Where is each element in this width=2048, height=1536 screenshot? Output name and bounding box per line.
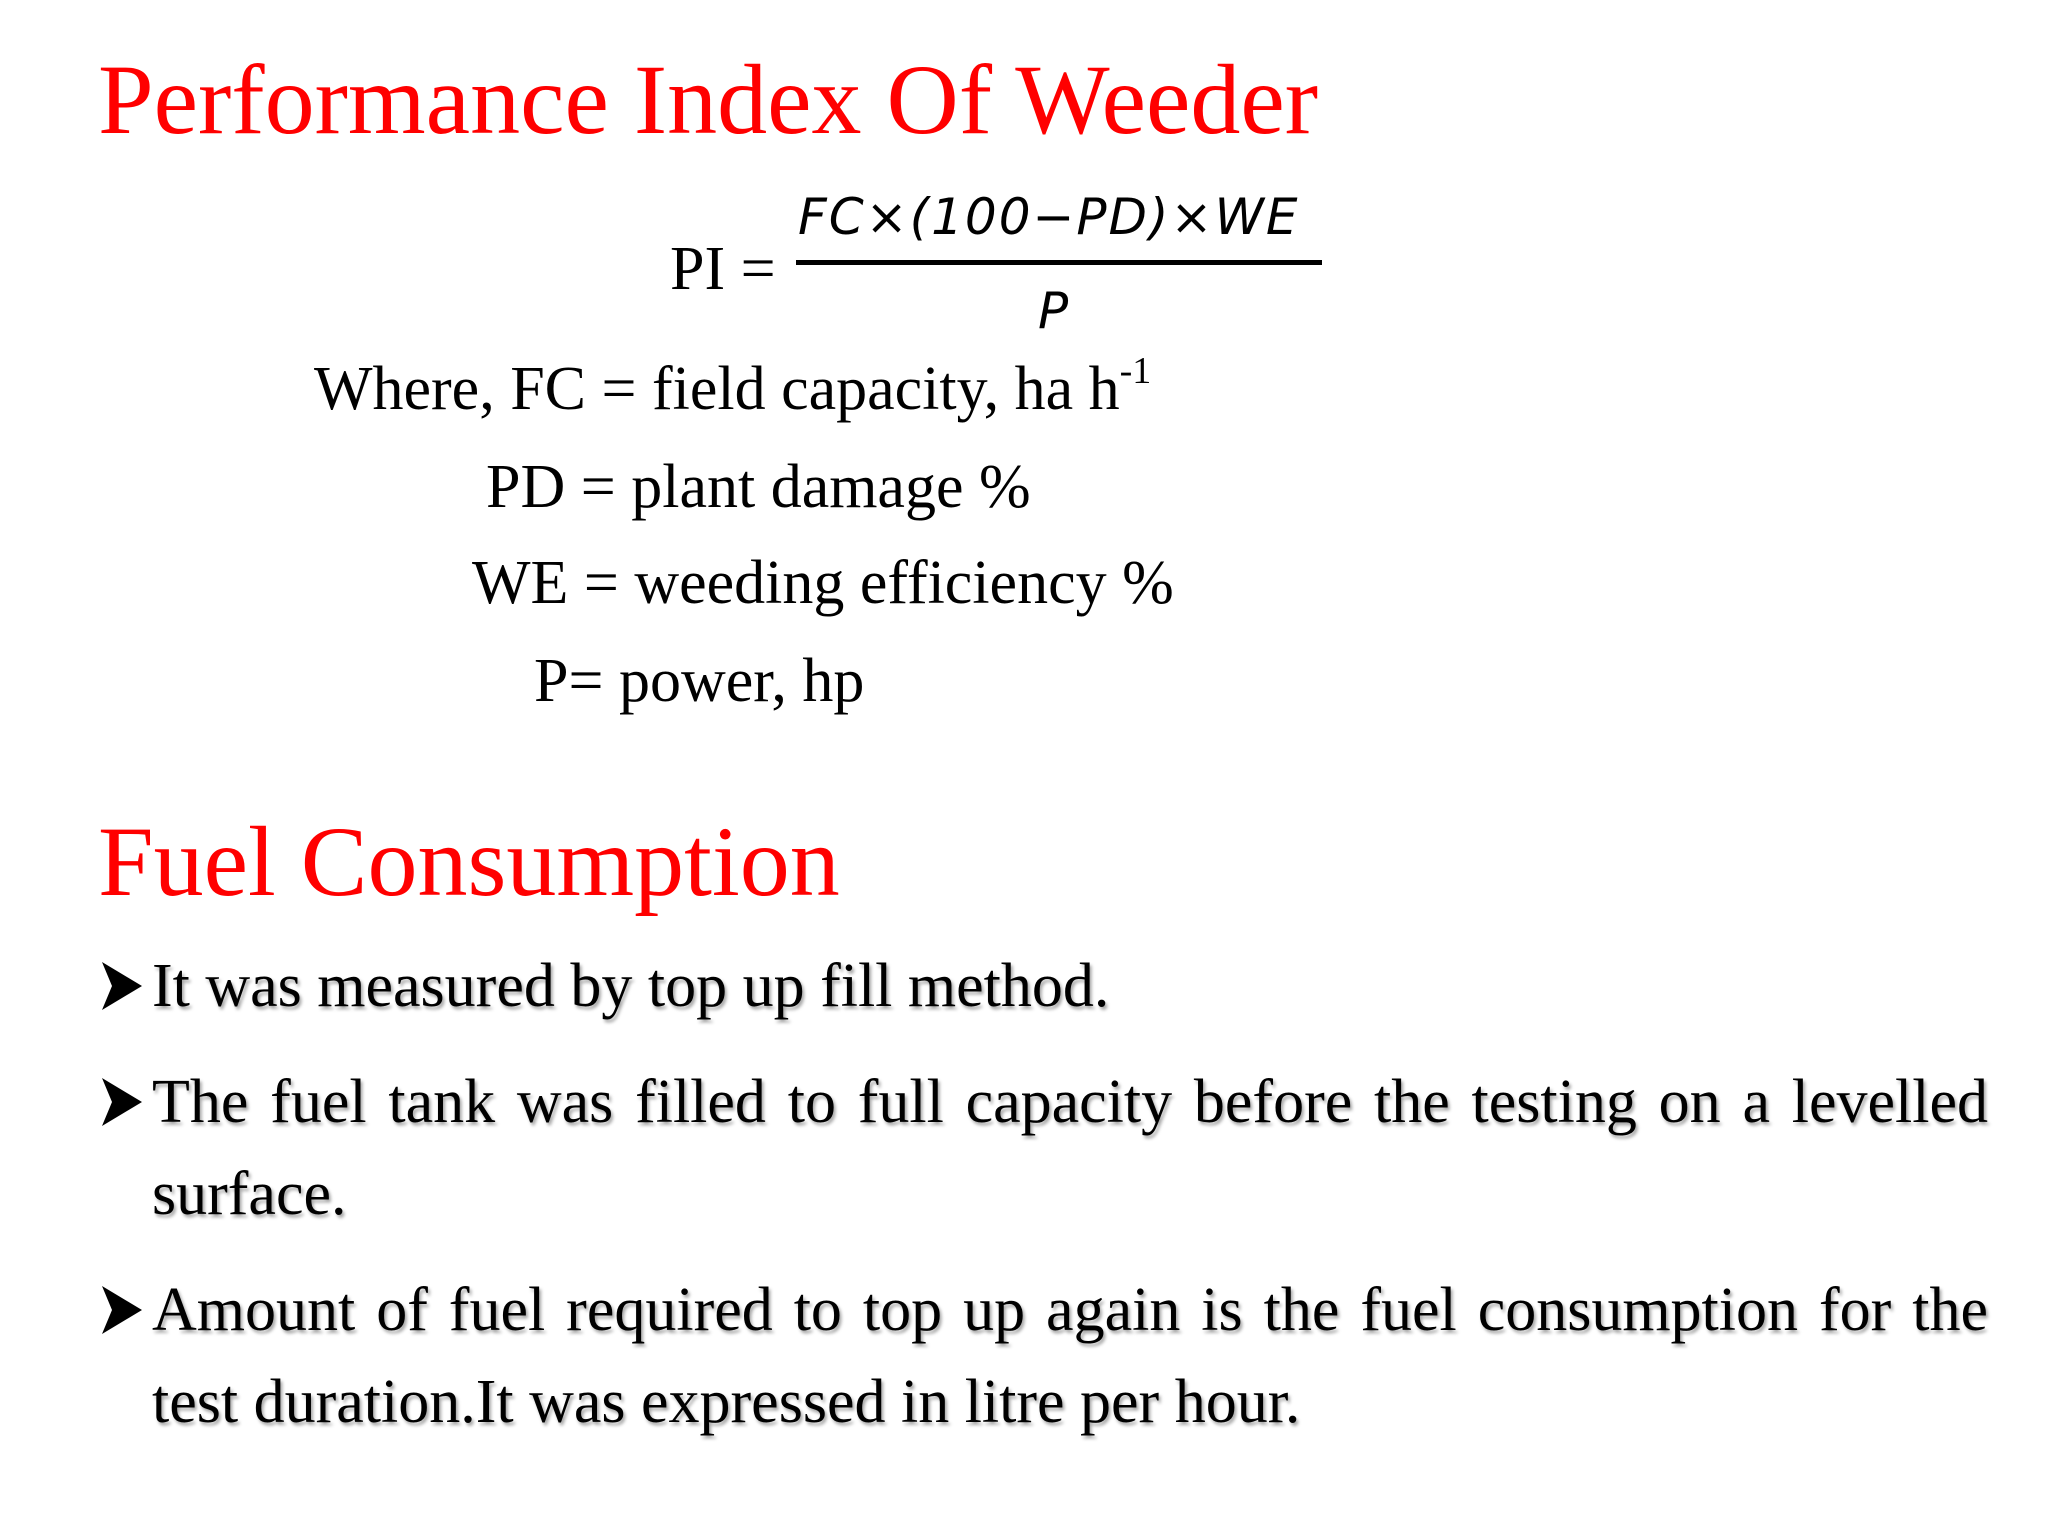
arrow-bullet-icon: [98, 1056, 150, 1148]
definition-fc-superscript: -1: [1119, 350, 1152, 392]
bullet-text: The fuel tank was filled to full capacity before the testing on a levelled surface.: [152, 1068, 1988, 1228]
definition-p: P= power, hp: [534, 647, 865, 715]
bullet-item: [98, 940, 1988, 1032]
definition-fc-text: Where, FC = field capacity, ha h: [314, 355, 1120, 423]
fuel-consumption-heading: Fuel Consumption: [98, 806, 840, 917]
fraction-bar: [796, 260, 1322, 265]
performance-index-heading: Performance Index Of Weeder: [98, 44, 1319, 155]
formula-numerator: FC×(100−PD)×WE: [798, 188, 1300, 246]
bullet-item: [98, 1264, 1988, 1448]
bullet-item: [98, 1056, 1988, 1240]
bullet-text: Amount of fuel required to top up again is the fuel consumption for the test duration.It was expressed in litre per hour.: [152, 1276, 1988, 1436]
arrow-bullet-icon: [98, 1264, 150, 1356]
definition-fc: [314, 350, 1152, 423]
definition-pd: PD = plant damage %: [486, 453, 1031, 521]
formula-lhs: PI =: [670, 235, 776, 303]
formula-denominator: P: [1038, 282, 1069, 340]
bullet-text: It was measured by top up fill method.: [152, 952, 1110, 1020]
definition-we: WE = weeding efficiency %: [472, 549, 1174, 617]
arrow-bullet-icon: [98, 940, 150, 1032]
